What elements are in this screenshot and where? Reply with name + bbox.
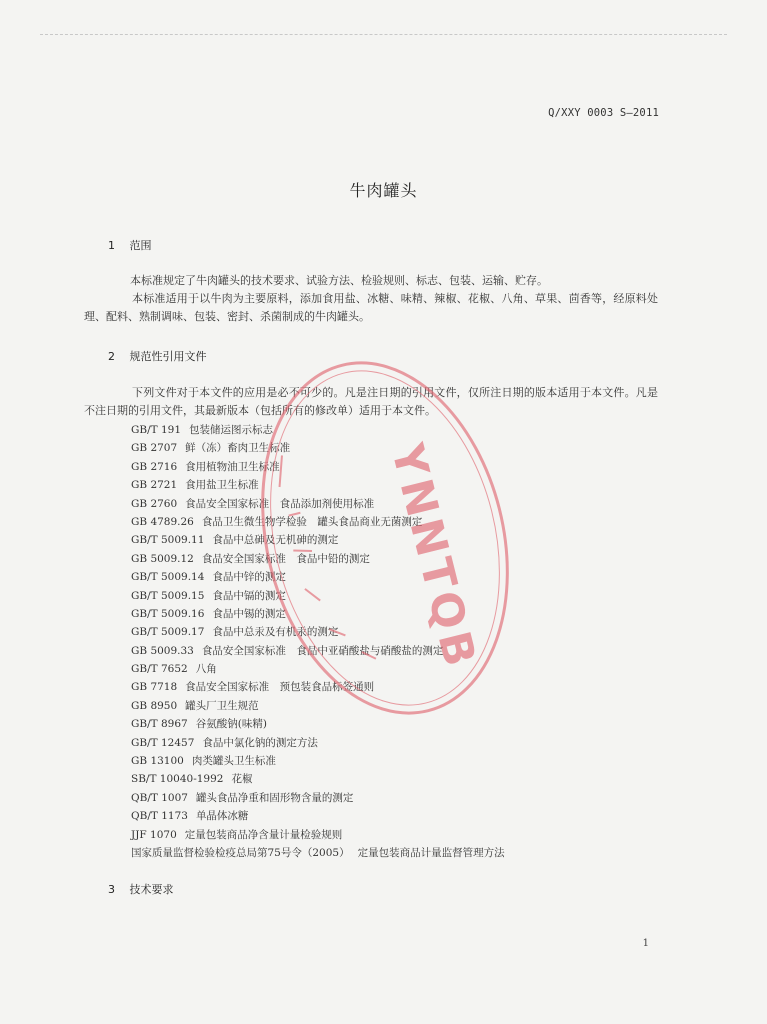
reference-item <box>131 678 505 696</box>
section-3-title: 技术要求 <box>129 883 174 896</box>
reference-title: 食用植物油卫生标准 <box>185 460 280 473</box>
reference-item <box>131 513 505 531</box>
reference-title: 定量包装商品净含量计量检验规则 <box>184 828 343 841</box>
reference-code: SB/T 10040-1992 <box>131 773 224 786</box>
reference-item <box>131 642 505 660</box>
section-1-number: 1 <box>108 239 115 252</box>
reference-code: 国家质量监督检验检疫总局第75号令（2005） <box>131 846 350 859</box>
reference-title: 食品中总汞及有机汞的测定 <box>212 626 339 639</box>
reference-list <box>131 421 505 862</box>
section-3-heading <box>108 881 174 897</box>
reference-item <box>131 458 505 476</box>
reference-code: QB/T 1007 <box>131 791 188 804</box>
reference-code: GB 2716 <box>131 460 178 473</box>
top-scan-edge <box>40 34 727 35</box>
reference-title: 包装储运图示标志 <box>189 424 274 436</box>
reference-code: GB/T 5009.14 <box>131 571 205 584</box>
document-title: 牛肉罐头 <box>349 181 418 200</box>
reference-title: 食用盐卫生标准 <box>185 479 259 492</box>
reference-code: JJF 1070 <box>131 828 177 841</box>
reference-item <box>131 697 505 715</box>
section-2-heading <box>108 348 207 364</box>
reference-title: 食品安全国家标准 食品添加剂使用标准 <box>185 497 375 510</box>
reference-title: 罐头厂卫生规范 <box>185 699 259 712</box>
reference-title: 食品安全国家标准 预包装食品标签通则 <box>185 681 375 694</box>
reference-title: 食品安全国家标准 食品中铅的测定 <box>201 552 370 565</box>
reference-item <box>131 439 505 457</box>
reference-item <box>131 623 505 641</box>
reference-code: GB/T 5009.16 <box>131 607 205 620</box>
reference-code: GB 7718 <box>131 681 178 694</box>
section-1-paragraph-1: 本标准规定了牛肉罐头的技术要求、试验方法、检验规则、标志、包装、运输、贮存。 <box>130 274 548 287</box>
reference-item <box>131 421 505 439</box>
reference-code: GB 4789.26 <box>131 515 194 528</box>
reference-item <box>131 715 505 733</box>
reference-code: GB/T 5009.17 <box>131 626 205 639</box>
reference-code: GB 2760 <box>131 497 178 510</box>
reference-title: 谷氨酸钠(味精) <box>195 718 267 731</box>
reference-code: GB 5009.12 <box>131 552 194 565</box>
reference-title: 食品中氯化钠的测定方法 <box>202 736 318 749</box>
reference-item <box>131 495 505 513</box>
stamp-text: YNNTQB <box>380 439 487 676</box>
section-3-number: 3 <box>108 883 115 896</box>
reference-item <box>131 752 505 770</box>
standard-code: Q/XXY 0003 S—2011 <box>548 107 659 119</box>
section-2-title: 规范性引用文件 <box>129 350 207 363</box>
reference-item <box>131 807 505 825</box>
reference-item <box>131 587 505 605</box>
reference-item <box>131 734 505 752</box>
reference-item <box>131 844 505 862</box>
reference-item <box>131 789 505 807</box>
section-1-paragraph-2: 本标准适用于以牛肉为主要原料，添加食用盐、冰糖、味精、辣椒、花椒、八角、草果、茴香等，经原料处理、配料、熟制调味、包装、密封、杀菌制成的牛肉罐头。 <box>84 292 658 323</box>
reference-code: GB/T 8967 <box>131 718 188 731</box>
reference-code: QB/T 1173 <box>131 810 188 823</box>
reference-code: GB/T 7652 <box>131 663 188 676</box>
reference-code: GB/T 5009.11 <box>131 534 205 547</box>
reference-item <box>131 568 505 586</box>
reference-title: 肉类罐头卫生标准 <box>191 755 276 768</box>
reference-item <box>131 605 505 623</box>
reference-title: 食品卫生微生物学检验 罐头食品商业无菌测定 <box>201 515 423 528</box>
reference-item <box>131 660 505 678</box>
reference-title: 食品安全国家标准 食品中亚硝酸盐与硝酸盐的测定 <box>201 644 444 657</box>
reference-item <box>131 476 505 494</box>
reference-title: 单晶体冰糖 <box>195 810 249 823</box>
reference-code: GB 2721 <box>131 479 178 492</box>
reference-code: GB 8950 <box>131 699 178 712</box>
reference-title: 花椒 <box>231 773 253 786</box>
reference-title: 鲜（冻）畜肉卫生标准 <box>185 442 291 455</box>
reference-code: GB 5009.33 <box>131 644 194 657</box>
reference-code: GB/T 191 <box>131 424 182 436</box>
section-1-heading <box>108 237 152 253</box>
section-1-title: 范围 <box>129 239 152 252</box>
reference-item <box>131 826 505 844</box>
reference-code: GB/T 12457 <box>131 736 195 749</box>
reference-item <box>131 531 505 549</box>
reference-item <box>131 770 505 788</box>
reference-title: 八角 <box>195 663 217 676</box>
reference-title: 定量包装商品计量监督管理方法 <box>357 846 505 859</box>
reference-item <box>131 550 505 568</box>
reference-code: GB 13100 <box>131 755 184 768</box>
reference-code: GB 2707 <box>131 442 178 455</box>
reference-title: 食品中锌的测定 <box>212 571 286 584</box>
reference-code: GB/T 5009.15 <box>131 589 205 602</box>
section-2-number: 2 <box>108 350 115 363</box>
reference-title: 食品中镉的测定 <box>212 589 286 602</box>
reference-title: 食品中总砷及无机砷的测定 <box>212 534 339 547</box>
reference-title: 罐头食品净重和固形物含量的测定 <box>195 791 354 804</box>
page-number: 1 <box>642 938 649 949</box>
reference-title: 食品中锡的测定 <box>212 607 286 620</box>
section-2-intro: 下列文件对于本文件的应用是必不可少的。凡是注日期的引用文件，仅所注日期的版本适用于本文件。凡是不注日期的引用文件，其最新版本（包括所有的修改单）适用于本文件。 <box>84 386 658 417</box>
